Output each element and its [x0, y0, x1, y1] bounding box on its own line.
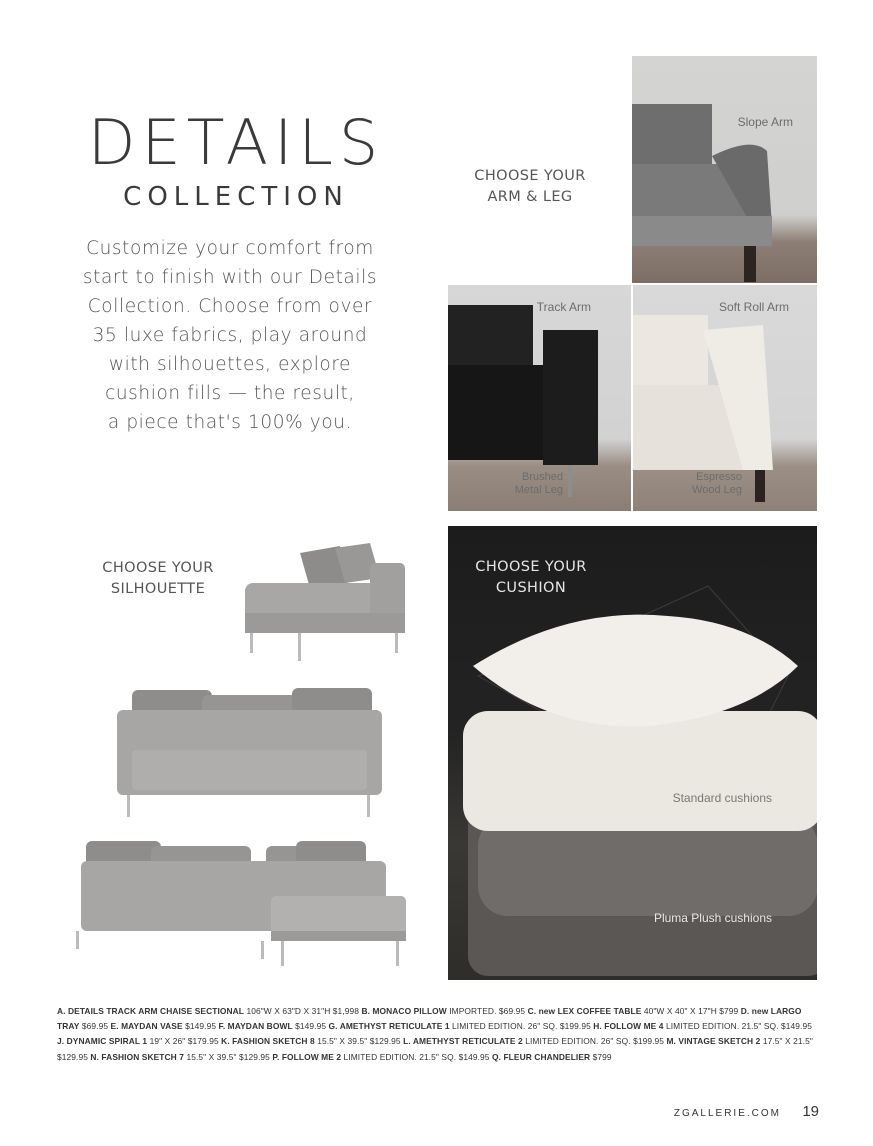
armchair-image [240, 538, 415, 668]
brushed-leg-caption: Brushed Metal Leg [514, 471, 563, 496]
website-url[interactable]: ZGALLERIE.COM [673, 1108, 781, 1119]
intro-line: 35 luxe fabrics, play around [92, 325, 368, 346]
silhouette-heading: CHOOSE YOUR SILHOUETTE [102, 560, 214, 597]
intro-line: Collection. Choose from over [87, 296, 373, 317]
credit-item: J. DYNAMIC SPIRAL 1 19" X 26" $179.95 [57, 1036, 219, 1047]
credit-item: F. MAYDAN BOWL $149.95 [218, 1021, 327, 1032]
track-arm-photo [448, 285, 631, 511]
intro-line: Customize your comfort from [86, 238, 374, 259]
intro-line: a piece that's 100% you. [107, 412, 353, 433]
credit-item: B. MONACO PILLOW IMPORTED. $69.95 [361, 1006, 526, 1016]
credit-item: N. FASHION SKETCH 7 15.5" X 39.5" $129.95 [90, 1051, 270, 1062]
sofa-image [112, 680, 397, 820]
credit-item: Q. FLEUR CHANDELIER $799 [491, 1051, 612, 1062]
pluma-cushions-caption: Pluma Plush cushions [653, 911, 772, 925]
soft-roll-arm-caption: Soft Roll Arm [718, 300, 789, 314]
sectional-image [66, 836, 411, 971]
soft-roll-arm-photo [633, 285, 817, 511]
credit-item: K. FASHION SKETCH 8 15.5" X 39.5" $129.95 [221, 1036, 401, 1047]
slope-arm-photo [632, 56, 817, 283]
intro-line: start to finish with our Details [82, 267, 378, 288]
intro-line: with silhouettes, explore [108, 354, 352, 375]
credit-item: C. new LEX COFFEE TABLE 40"W X 40" X 17"H $799 [527, 1006, 739, 1016]
product-credits [57, 1004, 817, 1065]
slope-arm-sofa-image [632, 56, 817, 283]
cushion-heading: CHOOSE YOUR CUSHION [475, 559, 587, 596]
credit-item: L. AMETHYST RETICULATE 2 LIMITED EDITION. 26" SQ. $199.95 [403, 1036, 665, 1047]
credit-item: P. FOLLOW ME 2 LIMITED EDITION. 21.5" SQ. $149.95 [272, 1051, 490, 1062]
intro-line: cushion fills — the result, [105, 383, 355, 404]
credit-item: A. DETAILS TRACK ARM CHAISE SECTIONAL 106"W X 63"D X 31"H $1,998 [57, 1006, 359, 1016]
intro-paragraph [70, 234, 390, 437]
credit-item: M. VINTAGE SKETCH 2 17.5" X 21.5" $129.95 [57, 1036, 813, 1062]
page-subtitle: COLLECTION [123, 182, 349, 212]
credit-item: D. new LARGO TRAY $69.95 [57, 1006, 802, 1032]
track-arm-caption: Track Arm [536, 300, 591, 314]
standard-cushions-caption: Standard cushions [672, 791, 772, 805]
page-title: DETAILS [87, 106, 385, 179]
credit-item: G. AMETHYST RETICULATE 1 LIMITED EDITION. 26" SQ. $199.95 [328, 1021, 591, 1032]
credit-item: H. FOLLOW ME 4 LIMITED EDITION. 21.5" SQ. $149.95 [593, 1021, 812, 1032]
cushion-photo [448, 526, 817, 980]
espresso-leg-caption: Espresso Wood Leg [692, 471, 742, 496]
page-number: 19 [802, 1103, 819, 1120]
slope-arm-caption: Slope Arm [737, 115, 793, 129]
arm-leg-heading: CHOOSE YOUR ARM & LEG [474, 168, 586, 205]
credit-item: E. MAYDAN VASE $149.95 [110, 1021, 217, 1032]
